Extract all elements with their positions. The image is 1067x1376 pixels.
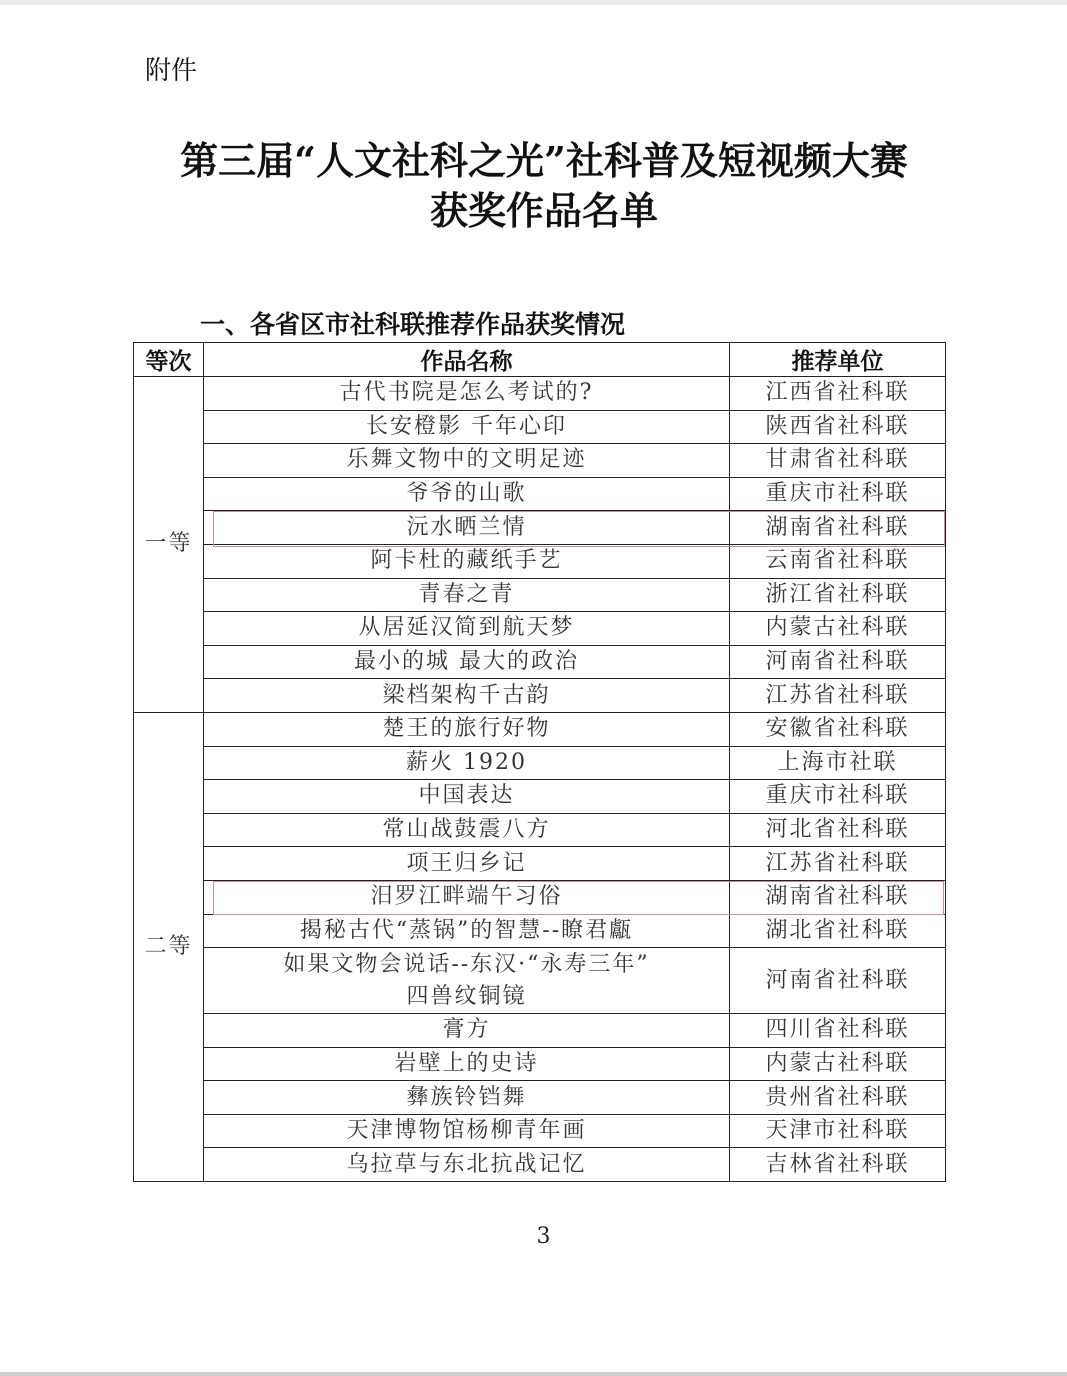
table-header-row (134, 343, 946, 377)
recommending-unit: 安徽省社科联 (730, 712, 946, 746)
title-line-2: 获奖作品名单 (429, 188, 658, 233)
table-row (134, 578, 946, 612)
top-edge-band (0, 0, 1067, 5)
recommending-unit: 天津市社科联 (730, 1114, 946, 1148)
recommending-unit: 湖南省社科联 (730, 511, 946, 545)
table-row (134, 712, 946, 746)
table-row (134, 410, 946, 444)
work-title-line-1: 如果文物会说话--东汉·“永寿三年” (283, 951, 650, 977)
header-tier: 等次 (134, 343, 204, 377)
work-title (204, 948, 730, 1014)
work-title: 膏方 (204, 1014, 730, 1048)
table-row (134, 914, 946, 948)
work-title: 薪火 1920 (204, 746, 730, 780)
work-title: 古代书院是怎么考试的? (204, 377, 730, 411)
table-row-highlighted (134, 880, 946, 914)
table-row (134, 813, 946, 847)
table-row (134, 679, 946, 713)
recommending-unit: 河南省社科联 (730, 948, 946, 1014)
work-title: 阿卡杜的藏纸手艺 (204, 544, 730, 578)
work-title: 中国表达 (204, 780, 730, 814)
page-number: 3 (536, 1224, 551, 1249)
recommending-unit: 湖北省社科联 (730, 914, 946, 948)
recommending-unit: 内蒙古社科联 (730, 1047, 946, 1081)
table-row (134, 544, 946, 578)
work-title: 爷爷的山歌 (204, 477, 730, 511)
table-row (134, 377, 946, 411)
work-title: 楚王的旅行好物 (204, 712, 730, 746)
recommending-unit: 贵州省社科联 (730, 1081, 946, 1115)
recommending-unit: 重庆市社科联 (730, 477, 946, 511)
table-row (134, 645, 946, 679)
recommending-unit: 浙江省社科联 (730, 578, 946, 612)
recommending-unit: 江西省社科联 (730, 377, 946, 411)
work-title: 揭秘古代“蒸锅”的智慧--瞭君甗 (204, 914, 730, 948)
work-title: 岩壁上的史诗 (204, 1047, 730, 1081)
work-title: 常山战鼓震八方 (204, 813, 730, 847)
table-row (134, 477, 946, 511)
table-row (134, 444, 946, 478)
work-title: 青春之青 (204, 578, 730, 612)
recommending-unit: 四川省社科联 (730, 1014, 946, 1048)
table-row (134, 780, 946, 814)
work-title: 沅水晒兰情 (204, 511, 730, 545)
tier-second-prize: 二等 (134, 712, 204, 1181)
recommending-unit: 云南省社科联 (730, 544, 946, 578)
table-row (134, 1114, 946, 1148)
awards-table (133, 342, 946, 1182)
bottom-edge-band (0, 1372, 1067, 1376)
recommending-unit: 江苏省社科联 (730, 679, 946, 713)
recommending-unit: 河南省社科联 (730, 645, 946, 679)
document-title (100, 136, 988, 236)
work-title: 汨罗江畔端午习俗 (204, 880, 730, 914)
recommending-unit: 河北省社科联 (730, 813, 946, 847)
recommending-unit: 甘肃省社科联 (730, 444, 946, 478)
recommending-unit: 吉林省社科联 (730, 1148, 946, 1182)
table-row (134, 1081, 946, 1115)
work-title: 彝族铃铛舞 (204, 1081, 730, 1115)
table-row (134, 1148, 946, 1182)
work-title: 最小的城 最大的政治 (204, 645, 730, 679)
work-title-line-2: 四兽纹铜镜 (406, 983, 527, 1009)
table-row (134, 847, 946, 881)
table-row (134, 1014, 946, 1048)
attachment-label: 附件 (145, 56, 198, 86)
work-title: 长安橙影 千年心印 (204, 410, 730, 444)
header-work-title: 作品名称 (204, 343, 730, 377)
recommending-unit: 重庆市社科联 (730, 780, 946, 814)
work-title: 项王归乡记 (204, 847, 730, 881)
work-title: 从居延汉简到航天梦 (204, 612, 730, 646)
table-row (134, 746, 946, 780)
work-title: 梁档架构千古韵 (204, 679, 730, 713)
work-title: 天津博物馆杨柳青年画 (204, 1114, 730, 1148)
header-recommending-unit: 推荐单位 (730, 343, 946, 377)
title-line-1: 第三届“人文社科之光”社科普及短视频大赛 (180, 138, 908, 183)
recommending-unit: 江苏省社科联 (730, 847, 946, 881)
table-row (134, 1047, 946, 1081)
table-row (134, 948, 946, 1014)
recommending-unit: 上海市社联 (730, 746, 946, 780)
table-row-highlighted (134, 511, 946, 545)
table-row (134, 612, 946, 646)
section-heading: 一、各省区市社科联推荐作品获奖情况 (200, 310, 626, 339)
work-title: 乌拉草与东北抗战记忆 (204, 1148, 730, 1182)
work-title: 乐舞文物中的文明足迹 (204, 444, 730, 478)
recommending-unit: 湖南省社科联 (730, 880, 946, 914)
recommending-unit: 内蒙古社科联 (730, 612, 946, 646)
tier-first-prize: 一等 (134, 377, 204, 713)
recommending-unit: 陕西省社科联 (730, 410, 946, 444)
